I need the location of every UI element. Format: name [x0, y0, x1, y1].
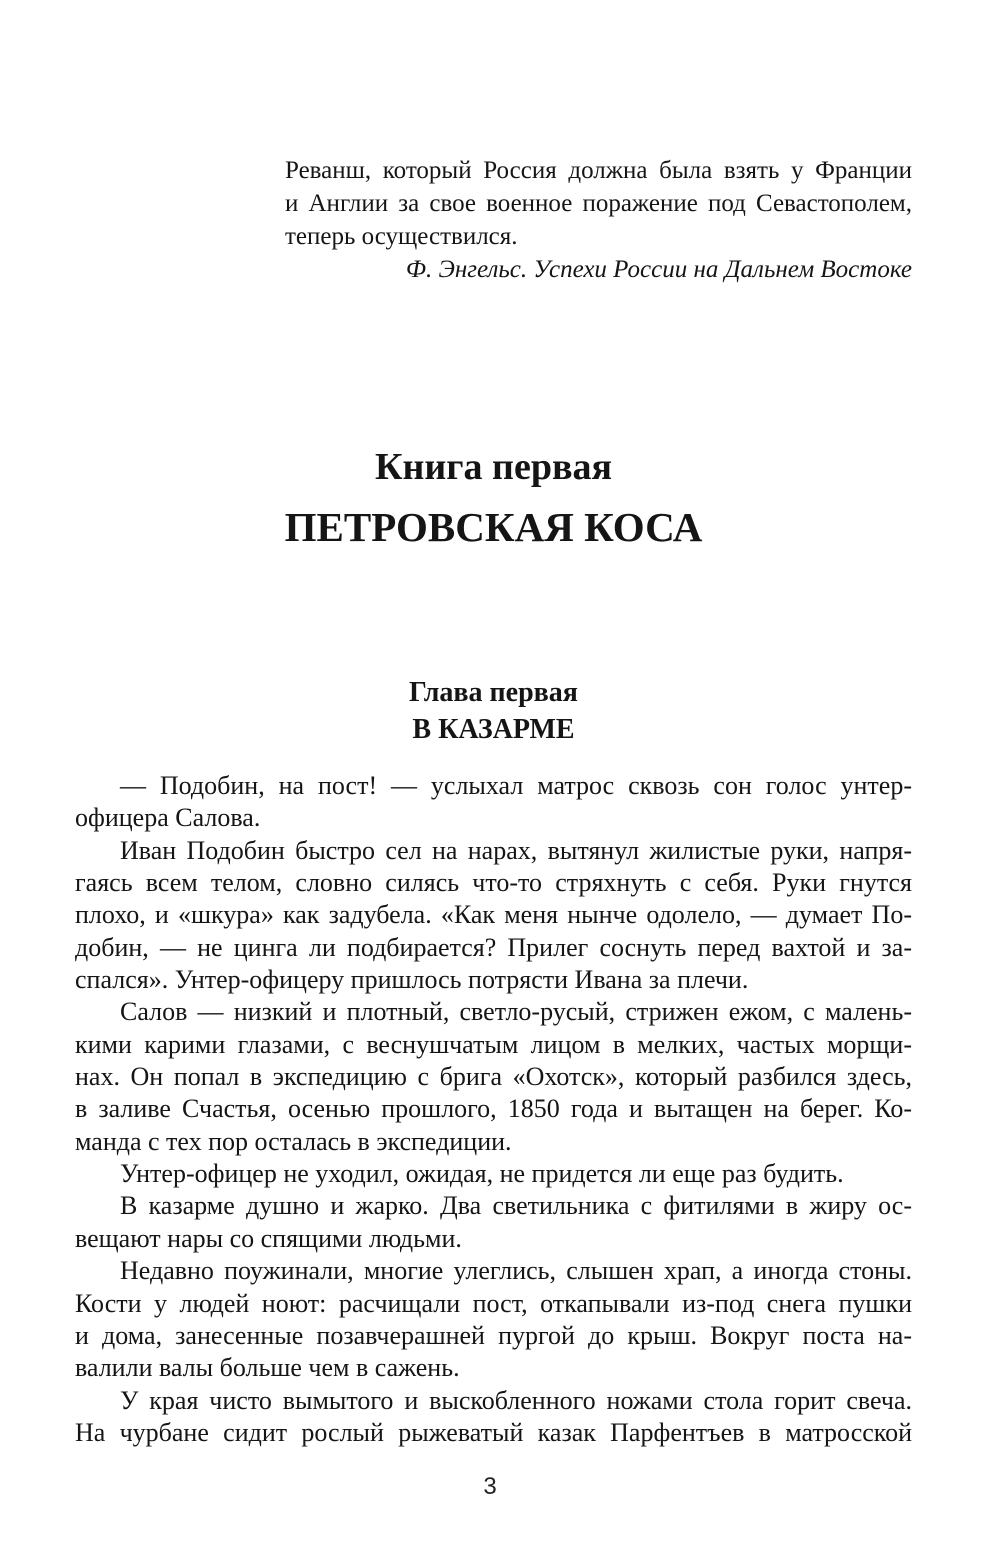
text-line: Недавно поужинали, многие улеглись, слышен храп, а иногда стоны. — [120, 1256, 912, 1286]
chapter-label: Глава первая — [409, 677, 578, 708]
chapter-body — [75, 770, 912, 1449]
text-line: На чурбане сидит рослый рыжеватый казак Парфентъев в матросской — [75, 1417, 912, 1447]
text-line: манда с тех пор осталась в экспедиции. — [75, 1126, 512, 1156]
epigraph — [285, 154, 912, 286]
text-line: офицера Салова. — [75, 803, 261, 833]
text-line: У края чисто вымытого и выскобленного ножами стола горит свеча. — [120, 1385, 912, 1415]
text-line: спался». Унтер-офицеру пришлось потрясти Ивана за плечи. — [75, 965, 749, 995]
text-line: в заливе Счастья, осенью прошлого, 1850 года и вытащен на берег. Ко- — [75, 1094, 912, 1124]
page-number: 3 — [483, 1473, 497, 1500]
text-line: гаясь всем телом, словно силясь что-то стряхнуть с себя. Руки гнутся — [75, 868, 912, 898]
paragraph — [75, 996, 912, 1158]
paragraph — [75, 770, 912, 835]
text-line: Унтер-офицер не уходил, ожидая, не придется ли еще раз будить. — [120, 1159, 844, 1189]
paragraph — [75, 835, 912, 997]
epigraph-line: Реванш, который Россия должна была взять у Франции — [285, 157, 912, 184]
epigraph-attribution: Ф. Энгельс. Успехи России на Дальнем Востоке — [405, 256, 912, 283]
text-line: валили валы больше чем в сажень. — [75, 1353, 460, 1383]
epigraph-line: теперь осуществился. — [285, 223, 518, 250]
book-title: ПЕТРОВСКАЯ КОСА — [284, 504, 703, 550]
paragraph — [75, 1255, 912, 1384]
text-line: Кости у людей ноют: расчищали пост, откапывали из-под снега пушки — [75, 1288, 912, 1318]
text-line: Салов — низкий и плотный, светло-русый, стрижен ежом, с малень- — [120, 997, 912, 1027]
text-line: нах. Он попал в экспедицию с брига «Охотск», который разбился здесь, — [75, 1062, 912, 1092]
text-line: В казарме душно и жарко. Два светильника с фитилями в жиру ос- — [120, 1191, 912, 1221]
text-line: и дома, занесенные позавчерашней пургой до крыш. Вокруг поста на- — [75, 1320, 912, 1350]
text-line: плохо, и «шкура» как задубела. «Как меня нынче одолело, — думает По- — [75, 900, 912, 930]
epigraph-line: и Англии за свое военное поражение под Севастополем, — [285, 190, 912, 217]
paragraph — [75, 1190, 912, 1255]
text-line: добин, — не цинга ли подбирается? Прилег соснуть перед вахтой и за- — [75, 932, 912, 962]
text-line: Иван Подобин быстро сел на нарах, вытянул жилистые руки, напря- — [120, 835, 912, 865]
text-line: — Подобин, на пост! — услыхал матрос сквозь сон голос унтер- — [120, 771, 912, 800]
paragraph — [75, 1385, 912, 1450]
text-line: вещают нары со спящими людьми. — [75, 1223, 462, 1253]
chapter-title: В КАЗАРМЕ — [412, 714, 575, 745]
book-label: Книга первая — [374, 446, 613, 488]
paragraph — [75, 1158, 912, 1190]
text-line: кими карими глазами, с веснушчатым лицом в мелких, частых морщи- — [75, 1029, 912, 1059]
